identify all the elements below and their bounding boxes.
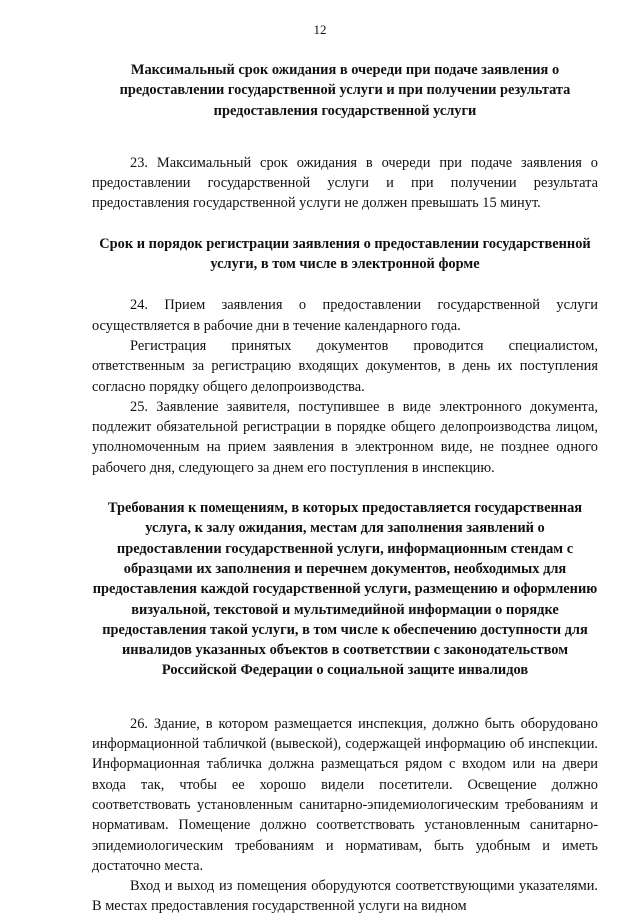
- page-number: 12: [313, 22, 327, 37]
- paragraph-25: 25. Заявление заявителя, поступившее в виде электронного документа, подлежит обязательной регистрации в порядке общего делопроизводства лицом, уполномоченным на прием заявления в электронном виде, не позднее одного рабочего дня, следующего за днем его поступления в инспекцию.: [92, 398, 598, 476]
- paragraph-24: 24. Прием заявления о предоставлении государственной услуги осуществляется в рабочие дни в течение календарного года.: [92, 297, 598, 334]
- paragraph-registration: Регистрация принятых документов проводится специалистом, ответственным за регистрацию входящих документов, в день их поступления согласно порядку общего делопроизводства.: [92, 337, 598, 395]
- paragraph-23: 23. Максимальный срок ожидания в очереди при подаче заявления о предоставлении государственной услуги и при получении результата предоставления государственной услуги не должен превышать 15 минут.: [92, 154, 598, 212]
- section-heading-waiting-time: Максимальный срок ожидания в очереди при подаче заявления о предоставлении государственной услуги и при получении результата предоставления государственной услуги: [119, 62, 571, 119]
- document-body: [92, 60, 598, 917]
- section-heading-registration: Срок и порядок регистрации заявления о предоставлении государственной услуги, в том числе в электронной форме: [99, 235, 591, 273]
- section-heading-premises-requirements: Требования к помещениям, в которых предоставляется государственная услуга, к залу ожидания, местам для заполнения заявлений о предоставлении государственной услуги, информационным стендам с образцами их заполнения и перечнем документов, необходимых для предоставления каждой государственной услуги, размещению и оформлению визуальной, текстовой и мультимедийной информации о порядке предоставления такой услуги, в том числе к обеспечению доступности для инвалидов указанных объектов в соответствии с законодательством Российской Федерации о социальной защите инвалидов: [92, 500, 598, 679]
- paragraph-entrance-exit: Вход и выход из помещения оборудуются соответствующими указателями. В местах предоставления государственной услуги на видном: [92, 878, 598, 915]
- paragraph-26: 26. Здание, в котором размещается инспекция, должно быть оборудовано информационной табличкой (вывеской), содержащей информацию об инспекции. Информационная табличка должна размещаться рядом с входом или на двери входа так, чтобы ее хорошо видели посетители. Освещение должно соответствовать установленным санитарно-эпидемиологическим требованиям и нормативам. Помещение должно соответствовать установленным санитарно-эпидемиологическим требованиям и нормативам, быть удобным и иметь достаточно места.: [92, 715, 598, 874]
